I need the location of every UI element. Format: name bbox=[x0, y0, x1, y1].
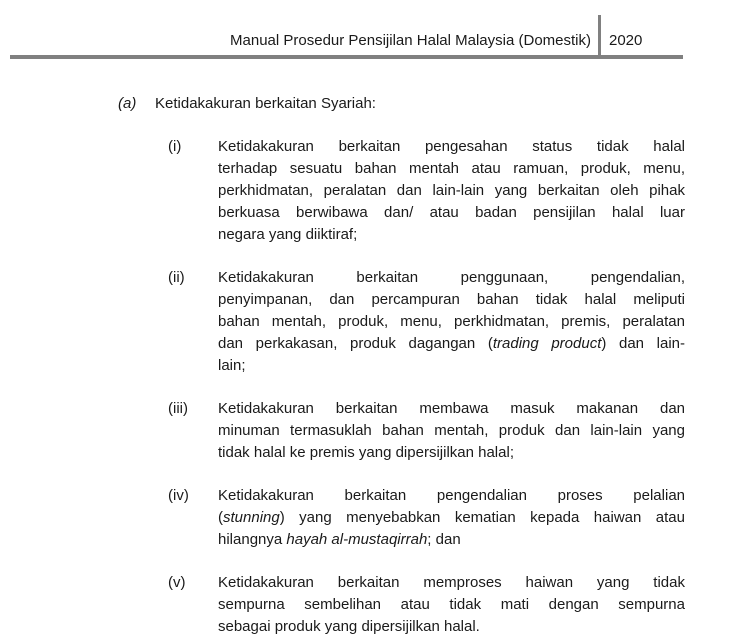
clause-text-line: penyimpanan, dan percampuran bahan tidak halal meliputi bbox=[218, 291, 685, 308]
header-separator-bar bbox=[598, 15, 601, 55]
clause-number: (ii) bbox=[168, 269, 185, 286]
clause-text bbox=[218, 136, 685, 246]
clause-text-line: Ketidakakuran berkaitan membawa masuk makanan dan bbox=[218, 400, 685, 417]
section-heading bbox=[118, 93, 685, 115]
clause-text bbox=[218, 485, 685, 551]
clause-text-line: Ketidakakuran berkaitan memproses haiwan yang tidak bbox=[218, 574, 685, 591]
page-header bbox=[10, 0, 683, 59]
clause-text-line: minuman termasuklah bahan mentah, produk dan lain-lain yang bbox=[218, 422, 685, 439]
clause-text-line: tidak halal ke premis yang dipersijilkan halal; bbox=[218, 444, 514, 461]
clause-text bbox=[218, 267, 685, 377]
section-label: (a) bbox=[118, 95, 137, 112]
header-row bbox=[10, 15, 683, 55]
clause-text-line: terhadap sesuatu bahan mentah atau ramuan, produk, menu, bbox=[218, 160, 685, 177]
clause-text-line: hilangnya hayah al-mustaqirrah; dan bbox=[218, 531, 461, 548]
clause-text-line: Ketidakakuran berkaitan pengesahan status tidak halal bbox=[218, 138, 685, 155]
clause-item bbox=[118, 136, 685, 246]
header-year: 2020 bbox=[609, 32, 643, 49]
document-body bbox=[118, 93, 685, 642]
clause-text-line: dan perkakasan, produk dagangan (trading product) dan lain- bbox=[218, 335, 685, 352]
clause-text-line: perkhidmatan, peralatan dan lain-lain yang berkaitan oleh pihak bbox=[218, 182, 685, 199]
clause-number: (i) bbox=[168, 138, 182, 155]
clause-number: (iii) bbox=[168, 400, 188, 417]
clause-item bbox=[118, 485, 685, 551]
header-title: Manual Prosedur Pensijilan Halal Malaysia (Domestik) bbox=[230, 32, 591, 49]
clause-text-line: sempurna sembelihan atau tidak mati dengan sempurna bbox=[218, 596, 685, 613]
clause-text-line: negara yang diiktiraf; bbox=[218, 226, 358, 243]
clause-text-line: bahan mentah, produk, menu, perkhidmatan, premis, peralatan bbox=[218, 313, 685, 330]
clause-list bbox=[118, 136, 685, 638]
clause-item bbox=[118, 398, 685, 464]
clause-text-line: Ketidakakuran berkaitan penggunaan, pengendalian, bbox=[218, 269, 685, 286]
clause-text bbox=[218, 572, 685, 638]
clause-text-line: berkuasa berwibawa dan/ atau badan pensijilan halal luar bbox=[218, 204, 685, 221]
clause-item bbox=[118, 572, 685, 638]
clause-text-line: lain; bbox=[218, 357, 246, 374]
header-rule bbox=[10, 55, 683, 59]
clause-number: (iv) bbox=[168, 487, 189, 504]
clause-text-line: (stunning) yang menyebabkan kematian kepada haiwan atau bbox=[218, 509, 685, 526]
clause-number: (v) bbox=[168, 574, 186, 591]
clause-item bbox=[118, 267, 685, 377]
clause-text-line: sebagai produk yang dipersijilkan halal. bbox=[218, 618, 480, 635]
section-title: Ketidakakuran berkaitan Syariah: bbox=[155, 95, 376, 112]
clause-text-line: Ketidakakuran berkaitan pengendalian proses pelalian bbox=[218, 487, 685, 504]
clause-text bbox=[218, 398, 685, 464]
